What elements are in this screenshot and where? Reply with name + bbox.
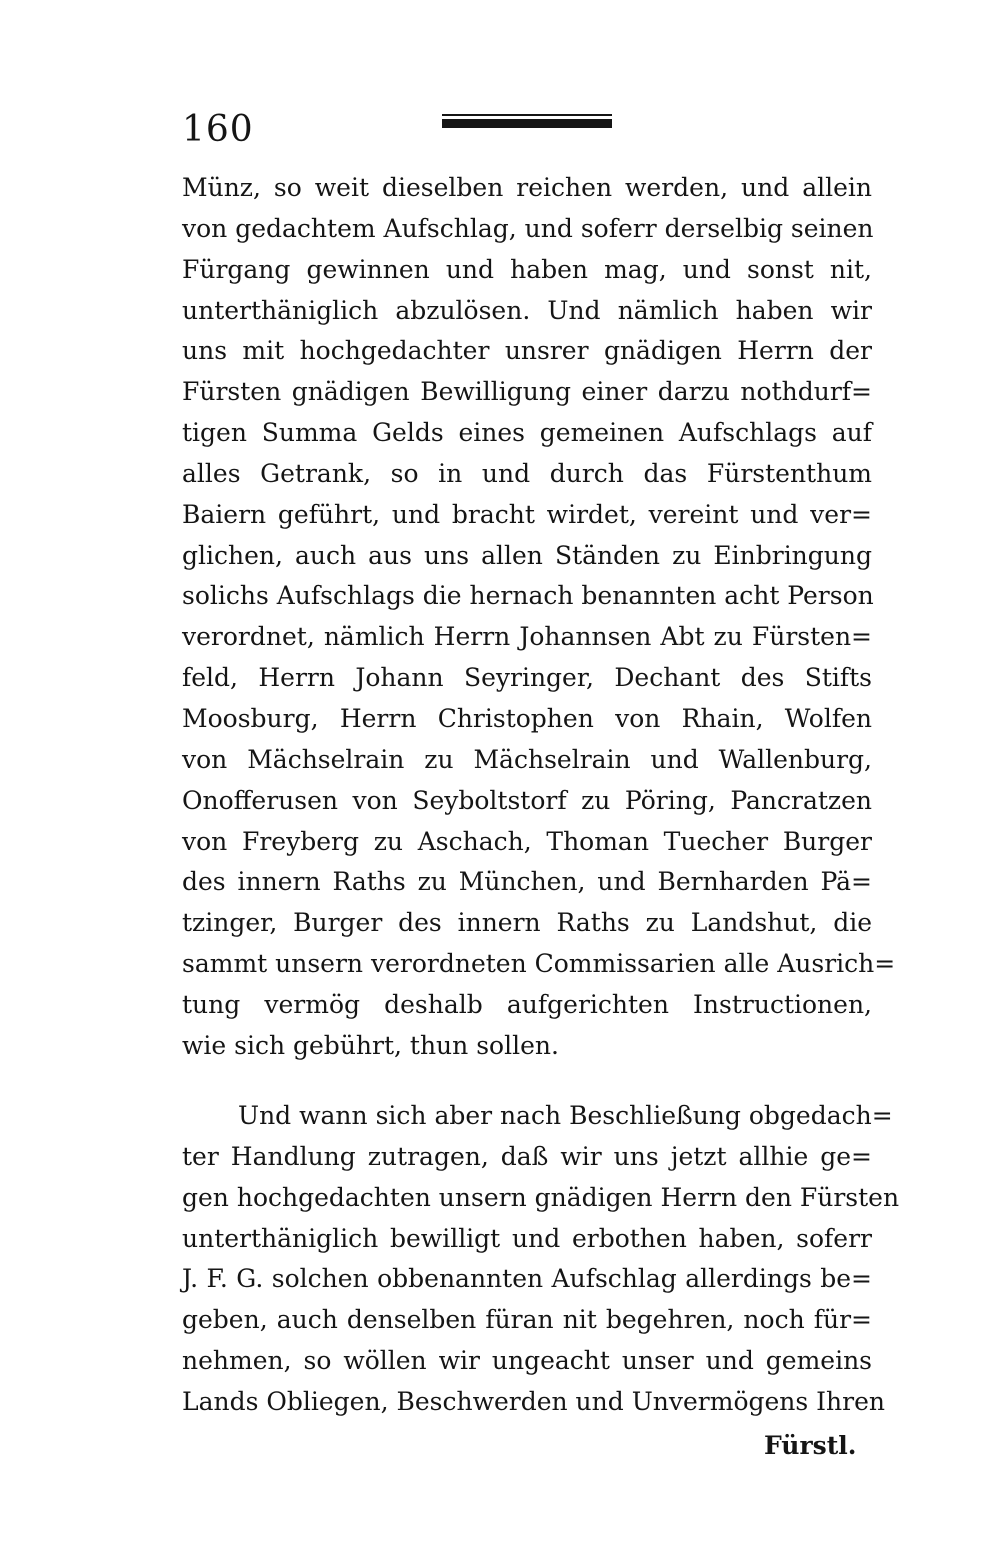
paragraph-1-line: Fürgang gewinnen und haben mag, und sonst nit, [182, 254, 872, 284]
paragraph-1-line: Münz, so weit dieselben reichen werden, und allein [182, 173, 872, 202]
paragraph-2-line: Lands Obliegen, Beschwerden und Unvermögens Ihren [182, 1386, 886, 1416]
paragraph-1-line: Baiern geführt, und bracht wirdet, vereint und ver= [182, 499, 872, 529]
paragraph-1-line: alles Getrank, so in und durch das Fürstenthum [182, 458, 872, 488]
paragraph-1-line: unterthäniglich abzulösen. Und nämlich haben wir [182, 295, 872, 325]
paragraph-1-line: Moosburg, Herrn Christophen von Rhain, Wolfen [182, 703, 872, 733]
paragraph-1-line: Fürsten gnädigen Bewilligung einer darzu nothdurf= [182, 377, 872, 407]
header-rule-thick [442, 119, 612, 128]
paragraph-1 [182, 168, 896, 1067]
paragraph-1-line: sammt unsern verordneten Commissarien alle Ausrich= [182, 949, 896, 979]
paragraph-1-line: glichen, auch aus uns allen Ständen zu Einbringung [182, 540, 872, 570]
paragraph-1-line: verordnet, nämlich Herrn Johannsen Abt zu Fürsten= [182, 622, 872, 652]
header-rule-thin [442, 114, 612, 116]
header-rule [442, 114, 612, 130]
paragraph-1-line: tzinger, Burger des innern Raths zu Landshut, die [182, 908, 872, 938]
paragraph-2-line: gen hochgedachten unsern gnädigen Herrn den Fürsten [182, 1182, 900, 1212]
paragraph-1-line: Onofferusen von Seyboltstorf zu Pöring, Pancratzen [182, 785, 872, 815]
paragraph-1-line: wie sich gebührt, thun sollen. [182, 1030, 559, 1060]
paragraph-2-line: nehmen, so wöllen wir ungeacht unser und gemeins [182, 1346, 872, 1376]
paragraph-1-line: solichs Aufschlags die hernach benannten acht Person [182, 581, 874, 611]
page-number: 160 [182, 109, 254, 150]
paragraph-1-line: tigen Summa Gelds eines gemeinen Aufschlags auf [182, 418, 872, 448]
paragraph-1-line: uns mit hochgedachter unsrer gnädigen Herrn der [182, 336, 872, 366]
catchword: Fürstl. [764, 1431, 857, 1460]
paragraph-2-line: geben, auch denselben füran nit begehren, noch für= [182, 1305, 872, 1335]
paragraph-1-line: des innern Raths zu München, und Bernharden Pä= [182, 867, 872, 897]
paragraph-2-line: J. F. G. solchen obbenannten Aufschlag allerdings be= [182, 1264, 872, 1294]
paragraph-1-line: tung vermög deshalb aufgerichten Instructionen, [182, 989, 872, 1019]
paragraph-1-line: feld, Herrn Johann Seyringer, Dechant des Stifts [182, 663, 872, 693]
paragraph-2-line: ter Handlung zutragen, daß wir uns jetzt allhie ge= [182, 1141, 872, 1171]
paragraph-2 [182, 1096, 900, 1423]
paragraph-1-line: von Mächselrain zu Mächselrain und Wallenburg, [182, 744, 872, 774]
paragraph-2-line: Und wann sich aber nach Beschließung obgedach= [238, 1101, 893, 1130]
paragraph-1-line: von gedachtem Aufschlag, und soferr derselbig seinen [182, 213, 874, 243]
paragraph-1-line: von Freyberg zu Aschach, Thoman Tuecher Burger [182, 826, 872, 856]
paragraph-2-line: unterthäniglich bewilligt und erbothen haben, soferr [182, 1223, 872, 1253]
